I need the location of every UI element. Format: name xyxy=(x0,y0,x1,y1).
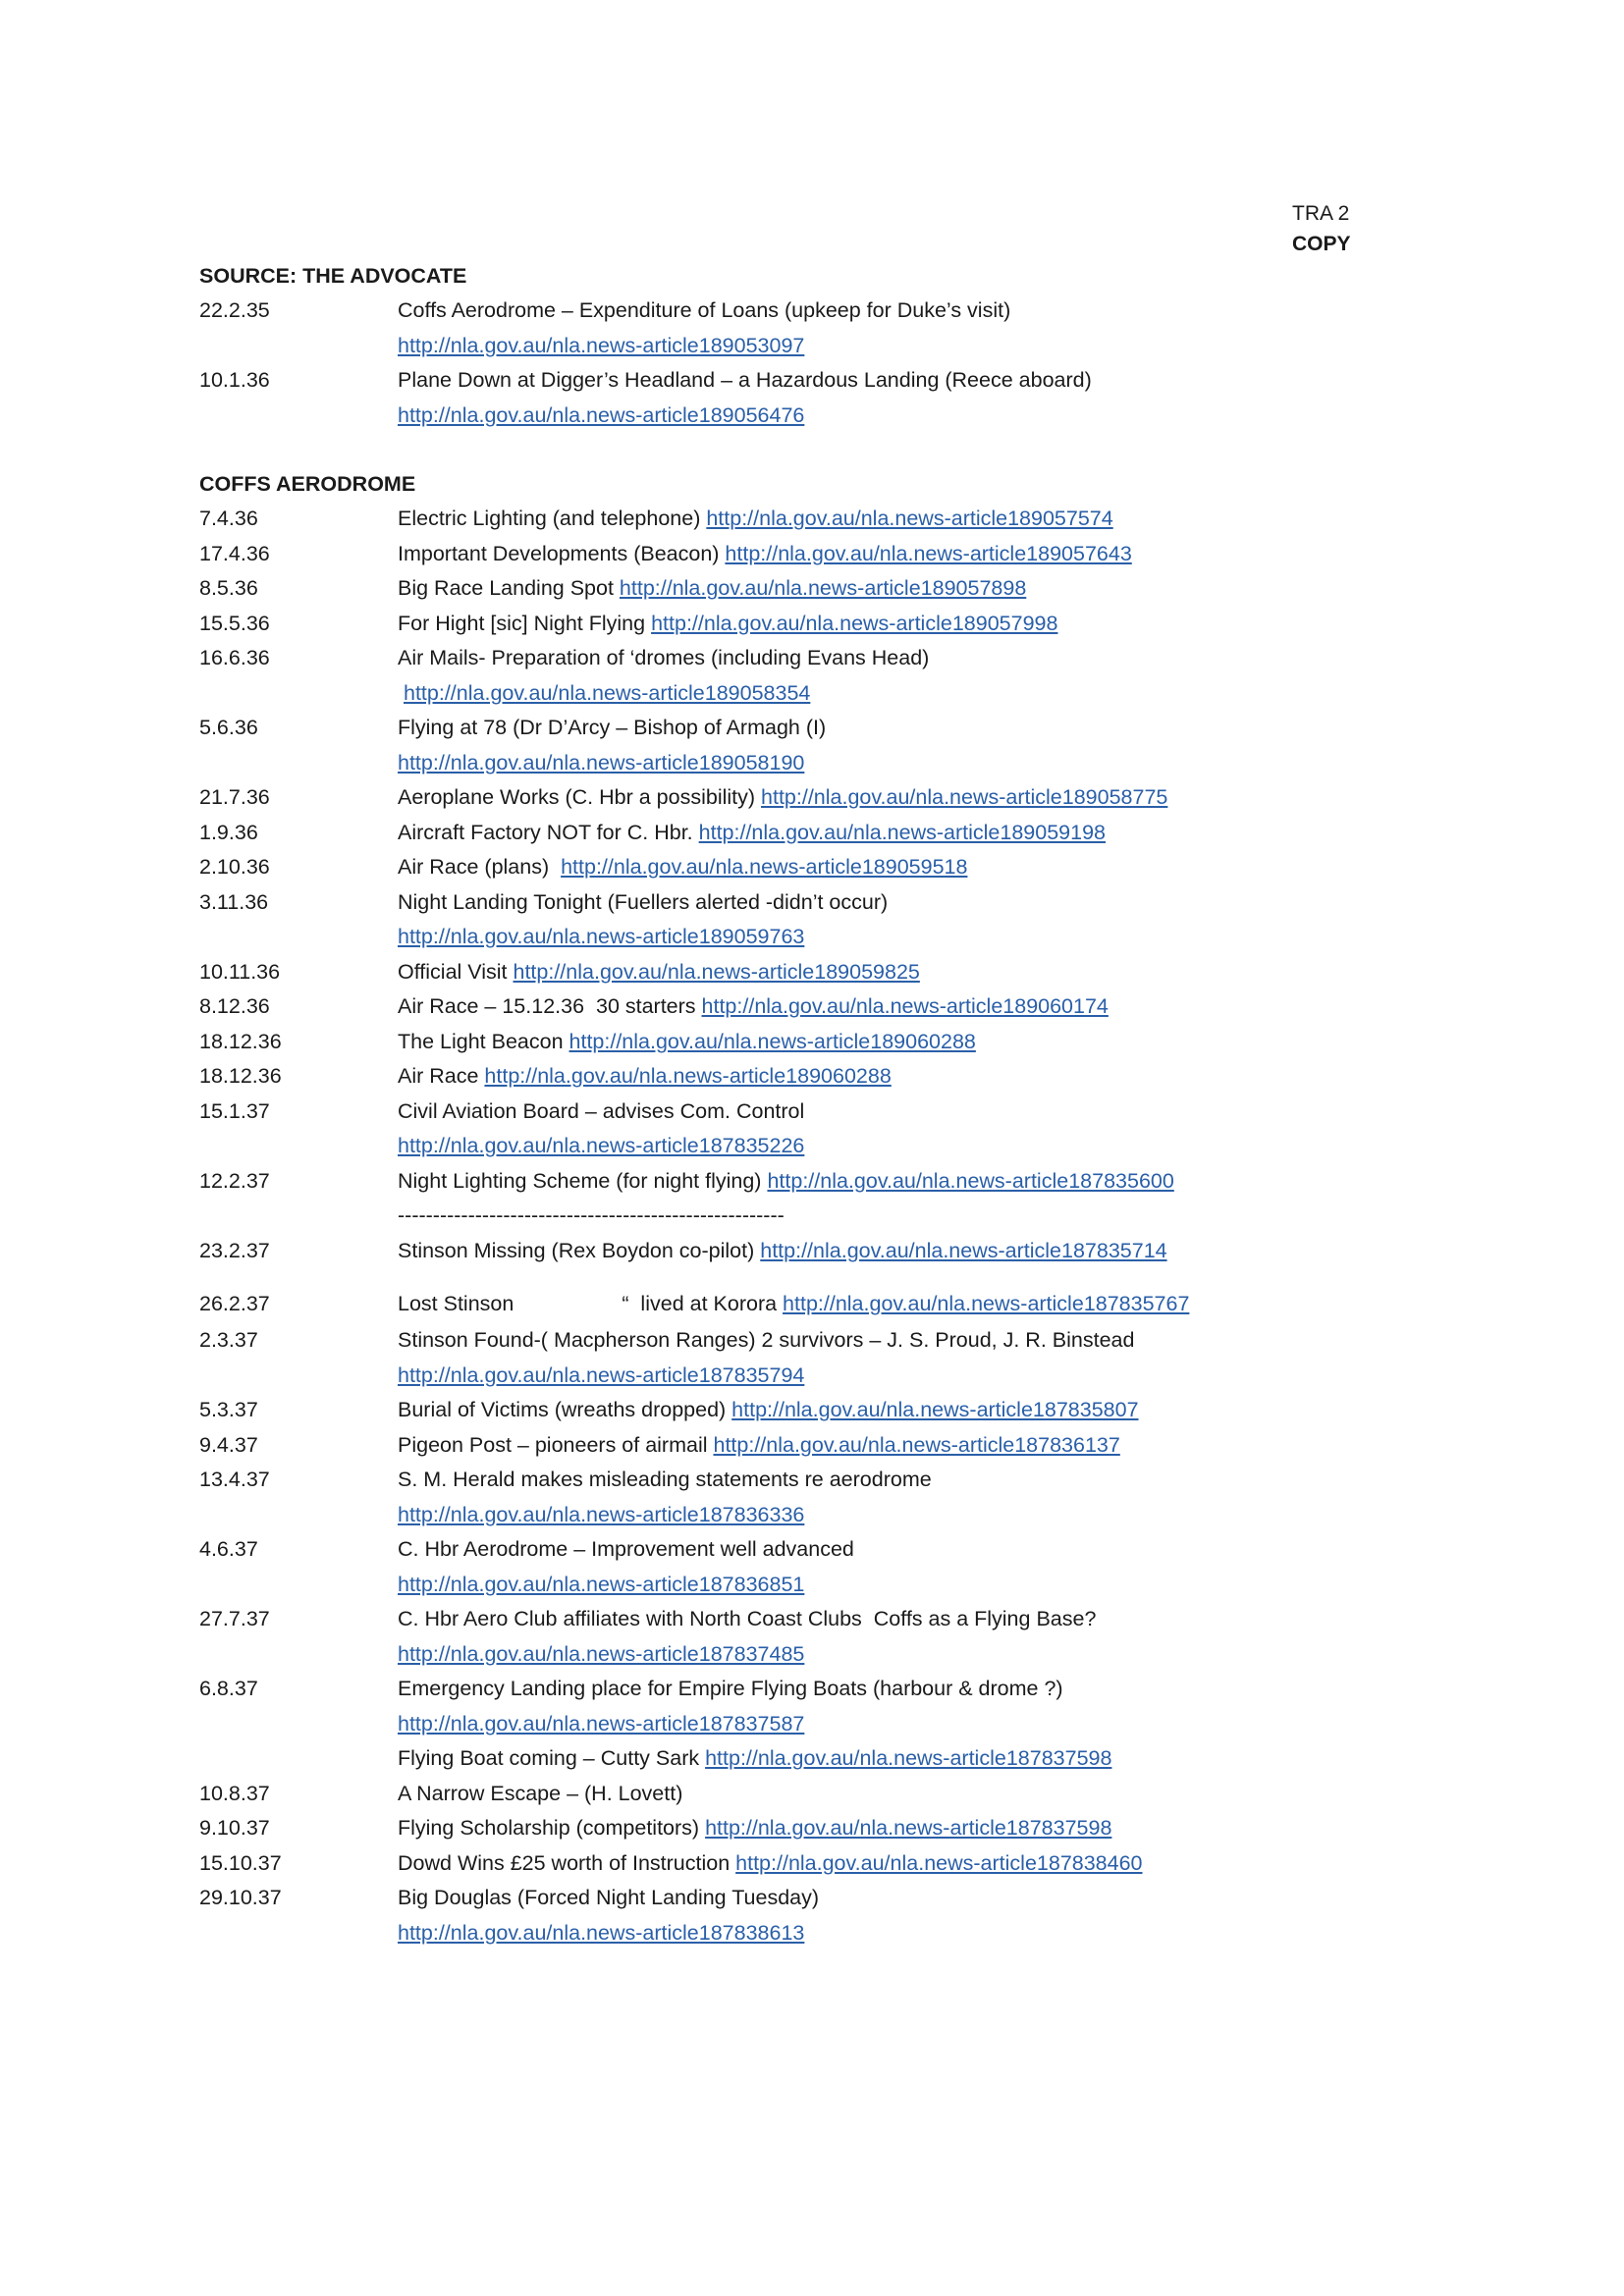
entry-date: 27.7.37 xyxy=(199,1607,270,1630)
entry-date: 12.2.37 xyxy=(199,1168,270,1193)
section-heading: COFFS AERODROME xyxy=(199,472,416,496)
entry-date: 10.8.37 xyxy=(199,1781,270,1805)
entry-date: 26.2.37 xyxy=(199,1292,270,1315)
entry-title: Air Race xyxy=(398,1064,485,1088)
entry-date: 15.5.36 xyxy=(199,611,270,635)
entry-date xyxy=(199,1359,398,1394)
entry-row xyxy=(199,1498,1358,1533)
entry-row xyxy=(199,780,1358,816)
source-heading: SOURCE: THE ADVOCATE xyxy=(199,264,467,288)
entry-description xyxy=(398,1428,1358,1464)
entry-row xyxy=(199,399,1358,434)
entry-title: Aeroplane Works (C. Hbr a possibility) xyxy=(398,785,762,809)
entry-description xyxy=(398,1811,1358,1846)
entry-description xyxy=(398,571,1358,607)
entry-row xyxy=(199,676,1358,712)
document-reference xyxy=(1292,198,1351,259)
entry-title: Plane Down at Digger’s Headland – a Hazardous Landing (Reece aboard) xyxy=(398,368,1092,392)
entry-date: 18.12.36 xyxy=(199,1029,282,1053)
entry-row xyxy=(199,1777,1358,1812)
entry-row xyxy=(199,1602,1358,1637)
entry-description xyxy=(398,1881,1358,1916)
article-link[interactable]: http://nla.gov.au/nla.news-article189057574 xyxy=(706,507,1113,530)
entry-date: 29.10.37 xyxy=(199,1886,282,1909)
entry-row xyxy=(199,1095,1358,1130)
entry-row xyxy=(199,816,1358,851)
article-link[interactable]: http://nla.gov.au/nla.news-article189056476 xyxy=(398,402,805,427)
section-spacer xyxy=(199,433,1358,467)
entry-date xyxy=(199,399,398,434)
entry-title: Flying at 78 (Dr D’Arcy – Bishop of Armagh (I) xyxy=(398,716,827,739)
entry-row xyxy=(199,1846,1358,1882)
entry-description xyxy=(398,1025,1358,1060)
entry-description xyxy=(398,1164,1358,1200)
entry-title: Important Developments (Beacon) xyxy=(398,541,726,565)
entry-date: 8.12.36 xyxy=(199,994,270,1018)
entry-row xyxy=(199,1323,1358,1359)
entry-title: Pigeon Post – pioneers of airmail xyxy=(398,1432,714,1457)
entry-title: Emergency Landing place for Empire Flying Boats (harbour & drome ?) xyxy=(398,1677,1063,1700)
article-link[interactable]: http://nla.gov.au/nla.news-article187835794 xyxy=(398,1362,805,1387)
entry-date xyxy=(199,1199,398,1234)
entry-description xyxy=(398,1199,1358,1234)
entry-date: 5.6.36 xyxy=(199,716,258,739)
entry-title: S. M. Herald makes misleading statements re aerodrome xyxy=(398,1468,932,1491)
entry-row xyxy=(199,1268,1358,1323)
entry-date: 6.8.37 xyxy=(199,1677,258,1700)
entry-title: Big Race Landing Spot xyxy=(398,576,620,600)
entry-date xyxy=(199,1707,398,1742)
entry-row xyxy=(199,1672,1358,1707)
entry-row xyxy=(199,1234,1358,1269)
entry-title: Night Lighting Scheme (for night flying) xyxy=(398,1168,768,1193)
entry-date: 1.9.36 xyxy=(199,820,258,844)
entry-description xyxy=(398,920,1358,955)
entry-title: Stinson Found-( Macpherson Ranges) 2 survivors – J. S. Proud, J. R. Binstead xyxy=(398,1328,1135,1352)
entry-date: 9.10.37 xyxy=(199,1816,270,1840)
entry-description xyxy=(398,1672,1358,1707)
article-link[interactable]: http://nla.gov.au/nla.news-article189060174 xyxy=(701,994,1109,1018)
entry-description xyxy=(398,1323,1358,1359)
entry-date xyxy=(199,1637,398,1673)
entry-description xyxy=(398,955,1358,990)
entry-description xyxy=(398,780,1358,816)
entry-description xyxy=(398,502,1358,537)
entry-description xyxy=(398,1463,1358,1498)
entry-row xyxy=(199,1164,1358,1200)
entry-description xyxy=(398,1498,1358,1533)
article-link[interactable]: http://nla.gov.au/nla.news-article187835807 xyxy=(731,1398,1139,1421)
entry-row xyxy=(199,571,1358,607)
entry-date: 13.4.37 xyxy=(199,1468,270,1491)
entry-date: 10.11.36 xyxy=(199,959,281,984)
entry-note: “ lived at Korora xyxy=(622,1292,784,1315)
entry-date xyxy=(199,1741,398,1777)
entry-title: Flying Boat coming – Cutty Sark xyxy=(398,1746,706,1770)
entry-description xyxy=(398,1568,1358,1603)
entry-row xyxy=(199,1059,1358,1095)
entry-date: 8.5.36 xyxy=(199,576,258,600)
entry-title: ------------------------------------------------------- xyxy=(398,1203,785,1227)
entry-row xyxy=(199,989,1358,1025)
entry-date: 9.4.37 xyxy=(199,1432,258,1457)
entry-description xyxy=(398,641,1358,676)
entry-title: Night Landing Tonight (Fuellers alerted -didn’t occur) xyxy=(398,889,889,914)
entry-row xyxy=(199,1707,1358,1742)
entry-date xyxy=(199,1916,398,1951)
entry-description xyxy=(398,294,1358,329)
entry-description xyxy=(398,363,1358,399)
entry-row xyxy=(199,329,1358,364)
entry-date: 21.7.36 xyxy=(199,785,270,809)
entry-description xyxy=(398,816,1358,851)
entry-description xyxy=(398,989,1358,1025)
entry-description xyxy=(398,746,1358,781)
entry-description xyxy=(398,1846,1358,1882)
entry-title: C. Hbr Aerodrome – Improvement well advanced xyxy=(398,1537,854,1561)
entry-description xyxy=(398,399,1358,434)
entry-title: Electric Lighting (and telephone) xyxy=(398,507,707,530)
entry-title: A Narrow Escape – (H. Lovett) xyxy=(398,1781,683,1805)
entry-row xyxy=(199,363,1358,399)
article-link[interactable]: http://nla.gov.au/nla.news-article189057898 xyxy=(619,576,1027,600)
entry-date: 7.4.36 xyxy=(199,507,258,530)
article-link[interactable]: http://nla.gov.au/nla.news-article187837485 xyxy=(398,1641,805,1666)
entry-row xyxy=(199,641,1358,676)
article-link[interactable]: http://nla.gov.au/nla.news-article189058354 xyxy=(404,680,811,705)
entry-description xyxy=(398,329,1358,364)
entry-row xyxy=(199,1463,1358,1498)
entry-title: Coffs Aerodrome – Expenditure of Loans (upkeep for Duke’s visit) xyxy=(398,298,1011,322)
article-link[interactable]: http://nla.gov.au/nla.news-article189060288 xyxy=(484,1064,892,1088)
entry-row xyxy=(199,1881,1358,1916)
entry-row xyxy=(199,1916,1358,1951)
entry-row xyxy=(199,1025,1358,1060)
article-link[interactable]: http://nla.gov.au/nla.news-article189060288 xyxy=(568,1029,976,1053)
entry-description xyxy=(398,1637,1358,1673)
entry-date xyxy=(199,746,398,781)
entry-title: Aircraft Factory NOT for C. Hbr. xyxy=(398,820,699,844)
entry-row xyxy=(199,537,1358,572)
entry-date xyxy=(199,676,398,712)
entry-date: 10.1.36 xyxy=(199,368,270,392)
entry-title: Flying Scholarship (competitors) xyxy=(398,1816,706,1840)
entry-description xyxy=(398,1777,1358,1812)
entry-date xyxy=(199,1498,398,1533)
article-link[interactable]: http://nla.gov.au/nla.news-article189057643 xyxy=(725,541,1132,565)
article-link[interactable]: http://nla.gov.au/nla.news-article189053097 xyxy=(398,333,805,357)
entry-title: Big Douglas (Forced Night Landing Tuesday) xyxy=(398,1886,820,1909)
article-link[interactable]: http://nla.gov.au/nla.news-article189058775 xyxy=(761,785,1168,809)
entry-date xyxy=(199,1129,398,1164)
article-link[interactable]: http://nla.gov.au/nla.news-article189059763 xyxy=(398,925,805,948)
entry-date: 15.10.37 xyxy=(199,1850,282,1875)
source-entries xyxy=(199,294,1358,433)
entry-date: 3.11.36 xyxy=(199,889,269,914)
entry-description xyxy=(398,1234,1358,1269)
entry-row xyxy=(199,746,1358,781)
entry-date: 5.3.37 xyxy=(199,1398,258,1421)
entry-date: 18.12.36 xyxy=(199,1064,282,1088)
entry-date: 23.2.37 xyxy=(199,1238,270,1262)
entry-date: 2.10.36 xyxy=(199,855,270,879)
entry-date: 15.1.37 xyxy=(199,1098,270,1123)
article-link[interactable]: http://nla.gov.au/nla.news-article189059825 xyxy=(513,959,920,984)
article-link[interactable]: http://nla.gov.au/nla.news-article187838613 xyxy=(398,1920,805,1945)
article-link[interactable]: http://nla.gov.au/nla.news-article187835600 xyxy=(767,1168,1174,1193)
article-link[interactable]: http://nla.gov.au/nla.news-article187835714 xyxy=(760,1238,1167,1262)
entry-description xyxy=(398,1276,1358,1323)
entry-description xyxy=(398,1059,1358,1095)
entry-date xyxy=(199,1568,398,1603)
entry-row xyxy=(199,607,1358,642)
reference-code: TRA 2 xyxy=(1292,202,1350,225)
entry-title: Civil Aviation Board – advises Com. Control xyxy=(398,1098,805,1123)
entry-description xyxy=(398,885,1358,921)
entry-title: The Light Beacon xyxy=(398,1029,569,1053)
entry-title: Air Mails- Preparation of ‘dromes (including Evans Head) xyxy=(398,646,930,669)
entry-title: Official Visit xyxy=(398,959,514,984)
entry-description xyxy=(398,1359,1358,1394)
article-link[interactable]: http://nla.gov.au/nla.news-article187836336 xyxy=(398,1502,805,1526)
entry-date xyxy=(199,329,398,364)
entry-description xyxy=(398,1393,1358,1428)
entry-description xyxy=(398,1916,1358,1951)
entry-description xyxy=(398,537,1358,572)
entry-row xyxy=(199,955,1358,990)
entry-description xyxy=(398,850,1358,885)
entry-row xyxy=(199,1568,1358,1603)
entry-description xyxy=(398,1095,1358,1130)
entry-description xyxy=(398,607,1358,642)
article-link[interactable]: http://nla.gov.au/nla.news-article189057998 xyxy=(651,611,1058,635)
entry-row xyxy=(199,1129,1358,1164)
entry-title: Lost Stinson xyxy=(398,1292,514,1315)
article-link[interactable]: http://nla.gov.au/nla.news-article187838460 xyxy=(735,1850,1143,1875)
entry-row xyxy=(199,1199,1358,1234)
entry-row xyxy=(199,1428,1358,1464)
entry-row xyxy=(199,1532,1358,1568)
aerodrome-entries xyxy=(199,502,1358,1950)
entry-description xyxy=(398,1602,1358,1637)
entry-date: 2.3.37 xyxy=(199,1328,258,1352)
entry-title: Air Race (plans) xyxy=(398,855,562,879)
entry-description xyxy=(398,1129,1358,1164)
article-link[interactable]: http://nla.gov.au/nla.news-article187837598 xyxy=(705,1816,1112,1840)
entry-date: 16.6.36 xyxy=(199,646,270,669)
entry-row xyxy=(199,885,1358,921)
article-link[interactable]: http://nla.gov.au/nla.news-article187836137 xyxy=(713,1432,1120,1457)
article-link[interactable]: http://nla.gov.au/nla.news-article187835767 xyxy=(783,1292,1190,1315)
article-link[interactable]: http://nla.gov.au/nla.news-article187835226 xyxy=(398,1134,805,1157)
entry-row xyxy=(199,711,1358,746)
entry-title: For Hight [sic] Night Flying xyxy=(398,611,652,635)
document-body xyxy=(199,259,1358,1950)
entry-date: 22.2.35 xyxy=(199,298,270,322)
entry-row xyxy=(199,850,1358,885)
entry-date xyxy=(199,920,398,955)
entry-title: Air Race – 15.12.36 30 starters xyxy=(398,994,702,1018)
entry-row xyxy=(199,1637,1358,1673)
entry-row xyxy=(199,1811,1358,1846)
entry-description xyxy=(398,1741,1358,1777)
entry-row xyxy=(199,294,1358,329)
entry-title: C. Hbr Aero Club affiliates with North Coast Clubs Coffs as a Flying Base? xyxy=(398,1607,1097,1630)
entry-description xyxy=(398,1707,1358,1742)
entry-title: Burial of Victims (wreaths dropped) xyxy=(398,1398,732,1421)
entry-row xyxy=(199,502,1358,537)
entry-row xyxy=(199,1359,1358,1394)
article-link[interactable]: http://nla.gov.au/nla.news-article189058190 xyxy=(398,750,805,774)
entry-description xyxy=(398,711,1358,746)
article-link[interactable]: http://nla.gov.au/nla.news-article187837598 xyxy=(705,1746,1112,1770)
entry-row xyxy=(199,1393,1358,1428)
article-link[interactable]: http://nla.gov.au/nla.news-article187836851 xyxy=(398,1572,805,1596)
copy-label: COPY xyxy=(1292,233,1351,255)
entry-date: 4.6.37 xyxy=(199,1537,258,1561)
article-link[interactable]: http://nla.gov.au/nla.news-article189059518 xyxy=(561,855,968,879)
entry-title: Dowd Wins £25 worth of Instruction xyxy=(398,1850,736,1875)
entry-date: 17.4.36 xyxy=(199,541,270,565)
entry-row xyxy=(199,920,1358,955)
entry-description xyxy=(398,676,1358,712)
entry-description xyxy=(398,1532,1358,1568)
entry-row xyxy=(199,1741,1358,1777)
article-link[interactable]: http://nla.gov.au/nla.news-article187837587 xyxy=(398,1711,805,1735)
entry-title: Stinson Missing (Rex Boydon co-pilot) xyxy=(398,1238,761,1262)
article-link[interactable]: http://nla.gov.au/nla.news-article189059198 xyxy=(698,820,1106,844)
